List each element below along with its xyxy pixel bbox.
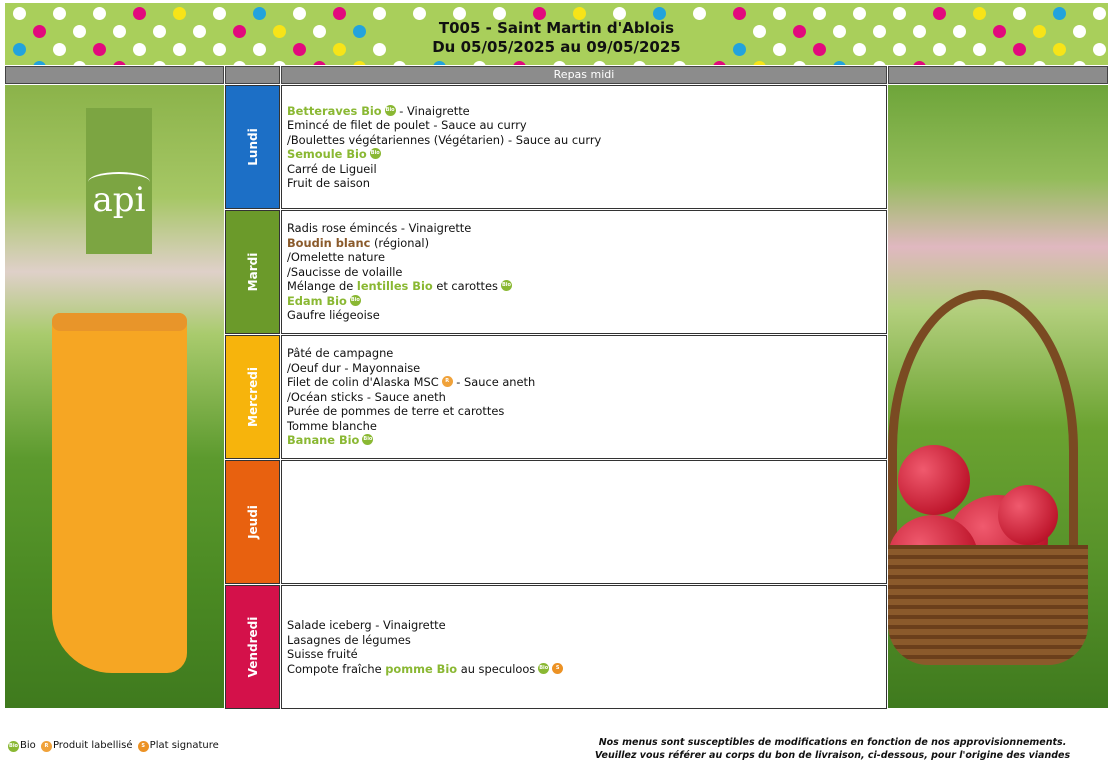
day-label-lundi <box>225 85 280 209</box>
bio-badge-icon: Bio <box>501 280 512 291</box>
item-text: Gaufre liégeoise <box>287 308 380 323</box>
dot <box>473 61 486 65</box>
menu-item <box>287 176 881 191</box>
dot <box>353 61 366 65</box>
legend-bio: Bio <box>20 740 36 751</box>
item-text: au speculoos <box>457 661 536 676</box>
bio-badge-icon: Bio <box>350 295 361 306</box>
day-label-mercredi <box>225 335 280 459</box>
bio-badge-icon: Bio <box>370 148 381 159</box>
organic-item-text: Semoule Bio <box>287 147 367 161</box>
menu-item <box>287 662 881 677</box>
footer-note <box>560 736 1105 762</box>
menu-item <box>287 250 881 265</box>
dot <box>433 61 446 65</box>
dot <box>913 61 926 65</box>
item-text: Compote fraîche <box>287 661 386 676</box>
dot <box>393 61 406 65</box>
item-text: Lasagnes de légumes <box>287 632 411 647</box>
dot <box>513 61 526 65</box>
menu-item <box>287 433 881 448</box>
item-text: Mélange de <box>287 279 357 294</box>
organic-item-text: lentilles Bio <box>356 279 433 294</box>
menu-item <box>287 118 881 133</box>
legend-labelled: Produit labellisé <box>52 740 133 751</box>
labelled-badge-icon: R <box>442 376 453 387</box>
api-logo <box>86 108 152 254</box>
menu-item <box>287 361 881 376</box>
column-header-day <box>225 66 280 84</box>
menu-item <box>287 104 881 119</box>
legend <box>8 740 221 752</box>
item-text: /Saucisse de volaille <box>287 264 403 279</box>
dot <box>1033 61 1046 65</box>
menu-item <box>287 133 881 148</box>
item-text: /Océan sticks - Sauce aneth <box>287 389 446 404</box>
item-text: Tomme blanche <box>287 418 377 433</box>
day-name: Lundi <box>245 128 260 166</box>
boot-rim <box>52 313 187 331</box>
menu-item <box>287 633 881 648</box>
regional-item-text: Boudin blanc <box>287 235 371 250</box>
bio-badge-icon: Bio <box>538 663 549 674</box>
menu-cell-mercredi <box>281 335 887 459</box>
dot <box>1073 61 1086 65</box>
dot <box>73 61 86 65</box>
menu-item <box>287 375 881 390</box>
footer-note-line-2: Veuillez vous référer au corps du bon de livraison, ci-dessous, pour l'origine des viandes <box>594 750 1071 761</box>
signature-badge-icon: S <box>138 741 149 752</box>
left-photo-boots <box>5 85 224 708</box>
menu-cell-lundi <box>281 85 887 209</box>
right-photo-apples <box>888 85 1108 708</box>
dot <box>793 61 806 65</box>
menu-item <box>287 294 881 309</box>
item-text: Fruit de saison <box>287 176 370 190</box>
menu-item <box>287 279 881 294</box>
dot <box>113 61 126 65</box>
menu-item <box>287 618 881 633</box>
date-range: Du 05/05/2025 au 09/05/2025 <box>432 38 681 56</box>
dot <box>953 61 966 65</box>
item-text: - Vinaigrette <box>395 103 470 118</box>
dot <box>873 61 886 65</box>
dot <box>833 61 846 65</box>
dot <box>593 61 606 65</box>
menu-item <box>287 346 881 361</box>
legend-signature: Plat signature <box>149 740 219 751</box>
column-header-left <box>5 66 224 84</box>
dot <box>633 61 646 65</box>
organic-item-text: Edam Bio <box>287 293 347 308</box>
dot <box>153 61 166 65</box>
dot <box>313 61 326 65</box>
dot <box>33 61 46 65</box>
day-label-vendredi <box>225 585 280 709</box>
item-text: Purée de pommes de terre et carottes <box>287 404 505 419</box>
organic-item-text: Banane Bio <box>287 433 360 448</box>
day-name: Mercredi <box>245 367 260 427</box>
item-text: - Sauce aneth <box>452 375 536 390</box>
item-text: Radis rose émincés - Vinaigrette <box>287 221 472 236</box>
logo-text: api <box>92 180 146 220</box>
apple <box>898 445 970 515</box>
header-banner <box>5 3 1108 65</box>
menu-item <box>287 390 881 405</box>
item-text: Emincé de filet de poulet - Sauce au curry <box>287 118 527 132</box>
day-name: Mardi <box>245 252 260 292</box>
menu-item <box>287 308 881 323</box>
menu-item <box>287 221 881 236</box>
yellow-boot-illustration <box>52 313 187 673</box>
item-text: Carré de Ligueil <box>287 161 377 176</box>
dot <box>233 61 246 65</box>
footer-note-line-1: Nos menus sont susceptibles de modifications en fonction de nos approvisionnements. <box>598 737 1067 748</box>
item-text: /Boulettes végétariennes (Végétarien) - Sauce au curry <box>287 132 602 147</box>
menu-item <box>287 404 881 419</box>
apple <box>998 485 1058 545</box>
bio-badge-icon: Bio <box>362 434 373 445</box>
signature-badge-icon: S <box>552 663 563 674</box>
menu-item <box>287 162 881 177</box>
column-header-right <box>888 66 1108 84</box>
menu-cell-vendredi <box>281 585 887 709</box>
item-text: et carottes <box>432 279 498 294</box>
item-text: Filet de colin d'Alaska MSC <box>287 375 439 390</box>
item-text: /Omelette nature <box>287 250 385 265</box>
item-text: Salade iceberg - Vinaigrette <box>287 618 446 632</box>
labelled-badge-icon: R <box>41 741 52 752</box>
header-text <box>5 19 1108 57</box>
menu-cell-jeudi <box>281 460 887 584</box>
menu-item <box>287 419 881 434</box>
dot <box>993 61 1006 65</box>
organic-item-text: Betteraves Bio <box>287 103 382 118</box>
menu-cell-mardi <box>281 210 887 334</box>
dot <box>553 61 566 65</box>
dot <box>713 61 726 65</box>
bio-badge-icon: Bio <box>385 105 396 116</box>
item-text: Suisse fruité <box>287 647 358 661</box>
wicker-basket <box>888 545 1088 665</box>
item-text: /Oeuf dur - Mayonnaise <box>287 360 421 375</box>
menu-item <box>287 647 881 662</box>
organic-item-text: pomme Bio <box>385 661 458 676</box>
menu-item <box>287 147 881 162</box>
menu-item <box>287 265 881 280</box>
dot <box>673 61 686 65</box>
item-text: Pâté de campagne <box>287 346 394 361</box>
day-name: Vendredi <box>245 616 260 678</box>
item-text: (régional) <box>370 235 430 250</box>
day-label-mardi <box>225 210 280 334</box>
column-header-meal: Repas midi <box>281 66 887 84</box>
bio-badge-icon: Bio <box>8 741 19 752</box>
dot <box>193 61 206 65</box>
menu-item <box>287 236 881 251</box>
dot <box>273 61 286 65</box>
dot <box>753 61 766 65</box>
page-title: T005 - Saint Martin d'Ablois <box>438 19 675 37</box>
day-name: Jeudi <box>245 505 260 539</box>
day-label-jeudi <box>225 460 280 584</box>
